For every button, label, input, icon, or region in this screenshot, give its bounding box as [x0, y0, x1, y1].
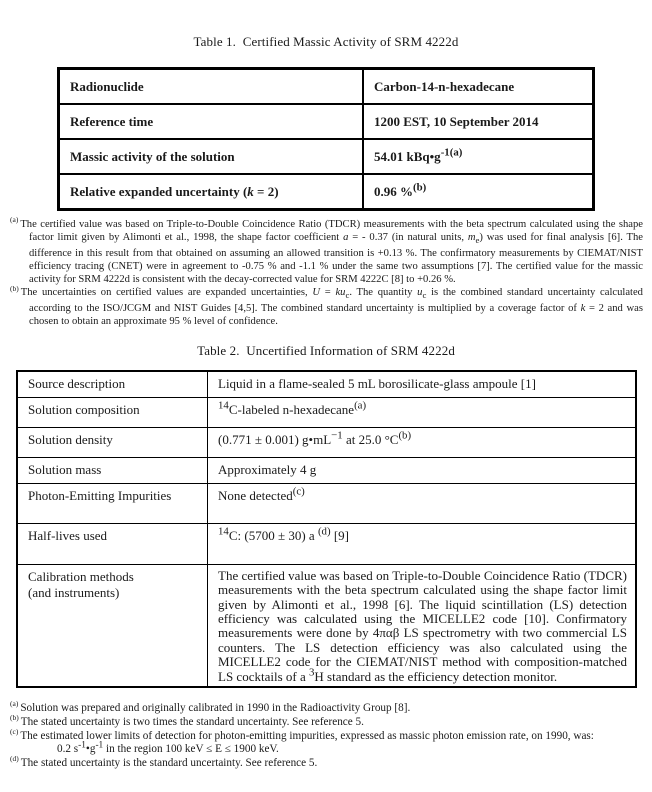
row-label-cell: Source description: [17, 371, 208, 397]
table-row: [17, 371, 636, 397]
table1-footnotes: [10, 215, 643, 328]
table-row: [17, 427, 636, 457]
footnote-c-continuation: 0.2 $s^{-1}•g^{-1}$ in the region 100 keV ≤ E ≤ 1900 keV.: [57, 740, 279, 756]
footnote-b: [10, 283, 643, 328]
row-label-cell: Solution density: [17, 427, 208, 457]
table2-caption: Table 2. Uncertified Information of SRM 4222d: [197, 343, 455, 359]
row-value-cell: Liquid in a flame-sealed 5 mL borosilicate-glass ampoule [1]: [208, 371, 637, 397]
footnote-marker: (b): [10, 713, 19, 723]
table-row: [17, 457, 636, 483]
row-value-cell: 0.96 %$^{(b)}$: [363, 174, 594, 210]
footnote-text: The uncertainties on certified values are expanded uncertainties, $U = ku_c$. The quantity $u_c$ is the combined standard uncertainty calculated according to the ISO/JCGM and NIST Guides [4,5]. The combined standard uncertainty is multiplied by a coverage factor of k = 2 and was chosen to obtain an approximate 95 % level of confidence.: [20, 287, 643, 328]
row-label-cell: Reference time: [59, 104, 364, 139]
footnote-marker: (b): [10, 283, 19, 293]
table-row: [17, 564, 636, 687]
row-value-cell: 1200 EST, 10 September 2014: [363, 104, 594, 139]
row-value-cell: Carbon-14-n-hexadecane: [363, 69, 594, 105]
row-label-cell: Radionuclide: [59, 69, 364, 105]
row-label-cell: Photon-Emitting Impurities: [17, 483, 208, 523]
footnote-text: The certified value was based on Triple-to-Double Coincidence Ratio (TDCR) measurements with the beta spectrum calculated using the shape factor limit given by Alimonti et al., 1998, the shape factor coefficient a = - 0.37 (in natural units, $m_e$) was used for final analysis [6]. The difference in this result from that obtained on assuming an allowed transition is +0.13 %. The confirmatory measurements by CIEMAT/NIST efficiency tracing (CNET) were in agreement to -0.75 % and -1.1 % under the same two assumptions [7]. The certified value for the massic activity for SRM 4222d is consistent with the decay-corrected value for SRM 4222C [8] to +0.26 %.: [20, 219, 643, 286]
row-value-cell: 54.01 $kBq•g^{-1(a)}$: [363, 139, 594, 174]
row-value-cell: The certified value was based on Triple-to-Double Coincidence Ratio (TDCR) measurements with the beta spectrum calculated using the shape factor limit given by Alimonti et al., 1998 [6]. The liquid scintillation (LS) detection efficiency was calculated using the MICELLE2 code [10]. Confirmatory measurements were done by 4παβ LS spectrometry with two commercial LS counters. The LS detection efficiency was also calculated using the MICELLE2 code for the CIEMAT/NIST method with composition-matched LS cocktails of a $^3$H standard as the efficiency detection monitor.: [208, 564, 637, 687]
row-label-cell: Massic activity of the solution: [59, 139, 364, 174]
footnote-d: [10, 754, 646, 771]
footnote-text: Solution was prepared and originally calibrated in 1990 in the Radioactivity Group [8].: [20, 701, 411, 714]
row-label-cell: Solution mass: [17, 457, 208, 483]
row-label-cell: Relative expanded uncertainty (k = 2): [59, 174, 364, 210]
table-row: [59, 69, 594, 105]
row-value-cell: Approximately 4 g: [208, 457, 637, 483]
table-row: [17, 397, 636, 427]
footnote-marker: (a): [10, 215, 19, 225]
row-label-cell: Half-lives used: [17, 523, 208, 564]
footnote-text: The stated uncertainty is two times the standard uncertainty. See reference 5.: [20, 715, 364, 728]
row-label-cell: Solution composition: [17, 397, 208, 427]
row-value-cell: $^{14}$C-labeled n-hexadecane$^{(a)}$: [208, 397, 637, 427]
row-value-cell: (0.771 ± 0.001) $g•mL^{-1}$ at 25.0 $^\circ C^{(b)}$: [208, 427, 637, 457]
table2-uncertified-information: [16, 370, 637, 688]
footnote-a: [10, 215, 643, 286]
row-label-cell: Calibration methods (and instruments): [17, 564, 208, 687]
footnote-text: The estimated lower limits of detection for photon-emitting impurities, expressed as massic photon emission rate, on 1990, was:: [20, 729, 594, 742]
footnote-a: [10, 699, 646, 716]
table-row: [59, 104, 594, 139]
table1-certified-massic-activity: [57, 67, 595, 211]
table-row: [59, 174, 594, 210]
table2-footnotes: [10, 699, 646, 771]
footnote-marker: (a): [10, 699, 19, 709]
footnote-marker: (d): [10, 754, 19, 764]
footnote-c: [10, 726, 646, 744]
table-row: [17, 523, 636, 564]
row-value-cell: $^{14}$C: (5700 ± 30) a $^{(d)}$ [9]: [208, 523, 637, 564]
footnote-text: The stated uncertainty is the standard uncertainty. See reference 5.: [20, 757, 318, 770]
footnote-b: [10, 713, 646, 730]
row-value-cell: None detected$^{(c)}$: [208, 483, 637, 523]
table-row: [17, 483, 636, 523]
footnote-marker: (c): [10, 726, 19, 736]
table1-caption: Table 1. Certified Massic Activity of SRM 4222d: [193, 34, 459, 49]
table-row: [59, 139, 594, 174]
